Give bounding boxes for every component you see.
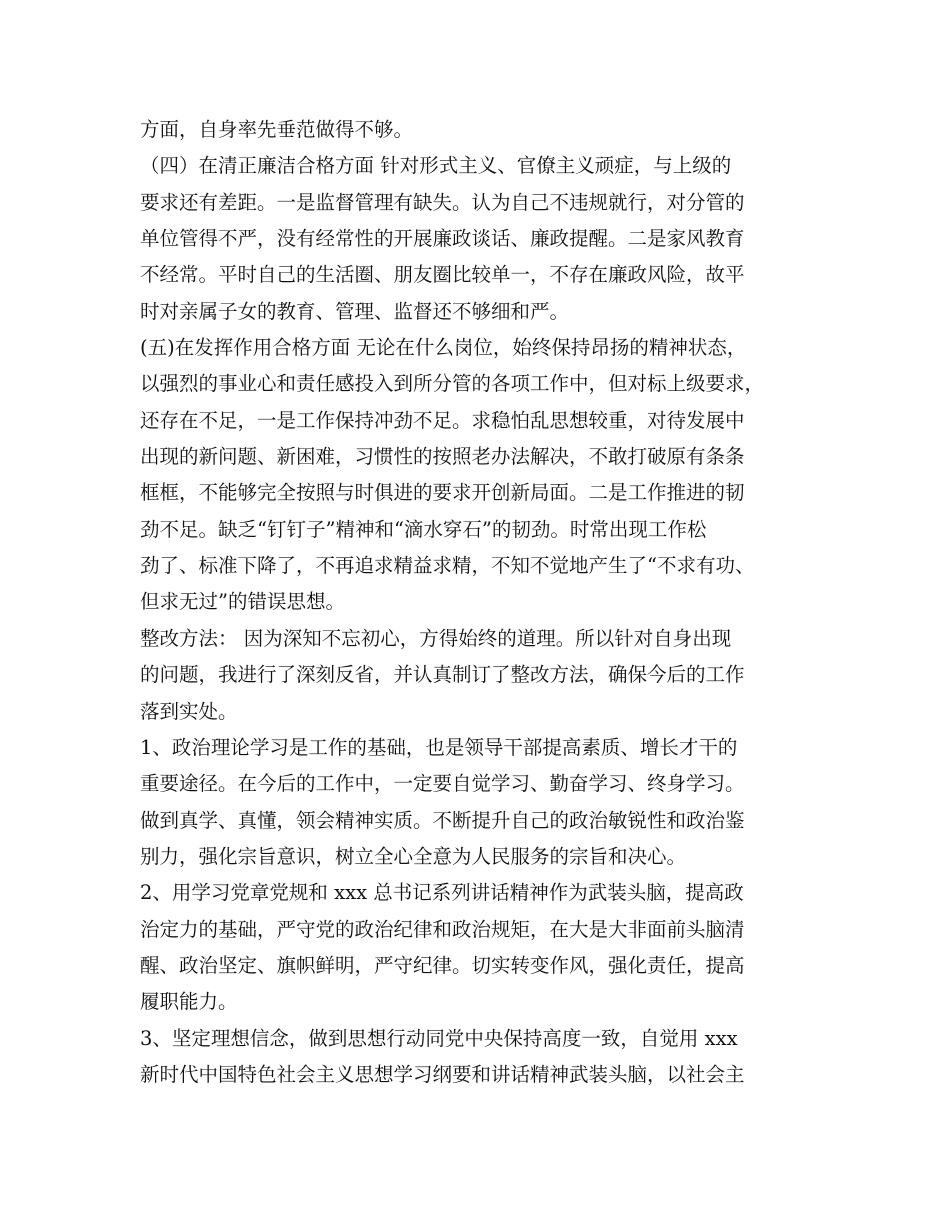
text-line: 的问题，我进行了深刻反省，并认真制订了整改方法，确保今后的工作: [140, 663, 745, 687]
text-line: 不经常。平时自己的生活圈、朋友圈比较单一，不存在廉政风险，故平: [140, 263, 745, 287]
text-line: 以强烈的事业心和责任感投入到所分管的各项工作中，但对标上级要求，: [140, 372, 765, 396]
text-line: 劲了、标准下降了，不再追求精益求精，不知不觉地产生了“不求有功、: [140, 554, 755, 578]
text-line: 时对亲属子女的教育、管理、监督还不够细和严。: [140, 299, 570, 323]
text-line: 1、政治理论学习是工作的基础，也是领导干部提高素质、增长才干的: [140, 735, 738, 759]
text-line: 醒、政治坚定、旗帜鲜明，严守纪律。切实转变作风，强化责任，提高: [140, 953, 745, 977]
text-line: 框框，不能够完全按照与时俱进的要求开创新局面。二是工作推进的韧: [140, 481, 745, 505]
text-line: 3、坚定理想信念，做到思想行动同党中央保持高度一致，自觉用 xxx: [140, 1026, 738, 1050]
text-line: 单位管得不严，没有经常性的开展廉政谈话、廉政提醒。二是家风教育: [140, 227, 745, 251]
text-line: 要求还有差距。一是监督管理有缺失。认为自己不违规就行，对分管的: [140, 190, 745, 214]
text-line: 还存在不足，一是工作保持冲劲不足。求稳怕乱思想较重，对待发展中: [140, 408, 745, 432]
text-line: 重要途径。在今后的工作中，一定要自觉学习、勤奋学习、终身学习。: [140, 772, 745, 796]
text-line: 落到实处。: [140, 699, 238, 723]
text-line: 整改方法： 因为深知不忘初心，方得始终的道理。所以针对自身出现: [140, 626, 732, 650]
text-line: (五)在发挥作用合格方面 无论在什么岗位，始终保持昂扬的精神状态，: [140, 336, 747, 360]
text-line: 但求无过”的错误思想。: [140, 590, 345, 614]
text-line: 出现的新问题、新困难，习惯性的按照老办法解决，不敢打破原有条条: [140, 445, 745, 469]
text-line: 治定力的基础，严守党的政治纪律和政治规矩，在大是大非面前头脑清: [140, 917, 745, 941]
text-line: 做到真学、真懂，领会精神实质。不断提升自己的政治敏锐性和政治鉴: [140, 808, 745, 832]
document-body: [140, 112, 840, 1093]
text-line: 方面，自身率先垂范做得不够。: [140, 118, 414, 141]
text-line: （四）在清正廉洁合格方面 针对形式主义、官僚主义顽症，与上级的: [140, 154, 732, 178]
text-line: 2、用学习党章党规和 xxx 总书记系列讲话精神作为武装头脑，提高政: [140, 881, 744, 905]
text-line: 新时代中国特色社会主义思想学习纲要和讲话精神武装头脑，以社会主: [140, 1062, 745, 1086]
text-line: 劲不足。缺乏“钉钉子”精神和“滴水穿石”的韧劲。时常出现工作松: [140, 517, 707, 541]
text-line: 别力，强化宗旨意识，树立全心全意为人民服务的宗旨和决心。: [140, 844, 687, 868]
text-line: 履职能力。: [140, 990, 238, 1014]
